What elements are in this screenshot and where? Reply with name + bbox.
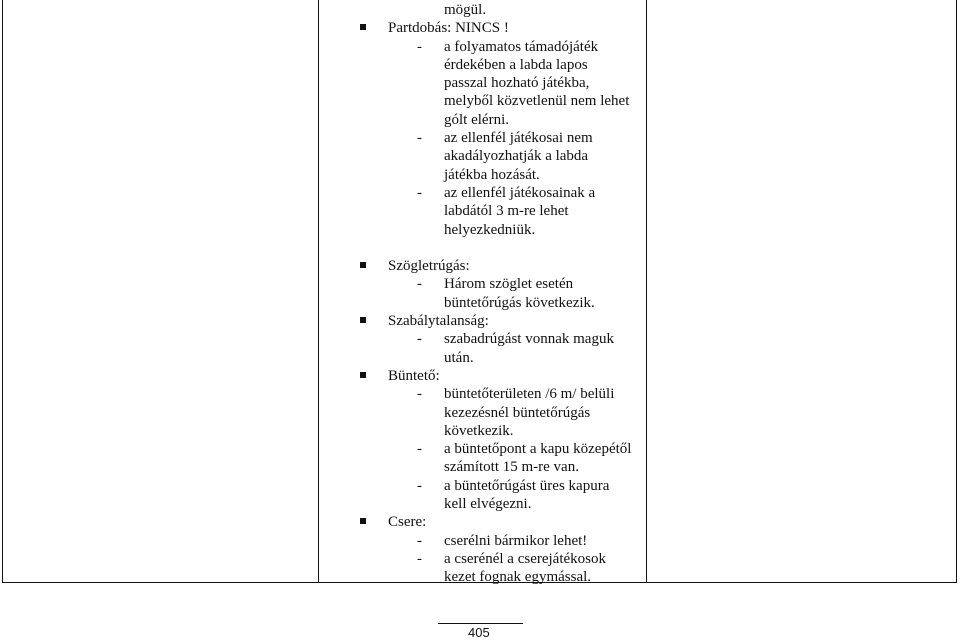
- line-text: érdekében a labda lapos: [444, 56, 588, 73]
- bullet-heading: [360, 19, 645, 37]
- line-text: gólt elérni.: [444, 111, 509, 128]
- dash-item: [360, 129, 645, 147]
- line-text: a büntetőpont a kapu közepétől: [444, 441, 632, 458]
- dash-item: [360, 330, 645, 348]
- text-line: [360, 294, 645, 312]
- text-line: [360, 422, 645, 440]
- dash-marker: -: [417, 441, 422, 458]
- line-text: szabadrúgást vonnak maguk: [444, 331, 614, 348]
- square-bullet-icon: [360, 24, 366, 30]
- line-text: Szabálytalanság:: [388, 313, 489, 330]
- dash-item: [360, 550, 645, 568]
- blank-line: [360, 239, 645, 257]
- page-number: 405: [468, 625, 490, 640]
- line-text: labdától 3 m-re lehet: [444, 203, 569, 220]
- line-text: Szögletrúgás:: [388, 258, 470, 275]
- square-bullet-icon: [360, 518, 366, 524]
- line-text: a cserénél a cserejátékosok: [444, 550, 606, 567]
- dash-marker: -: [417, 532, 422, 549]
- dash-marker: -: [417, 38, 422, 55]
- bullet-heading: [360, 367, 645, 385]
- line-text: a büntetőrúgást üres kapura: [444, 477, 610, 494]
- line-text: passzal hozható játékba,: [444, 75, 590, 92]
- text-line: [360, 74, 645, 92]
- line-text: büntetőrúgás következik.: [444, 294, 595, 311]
- dash-item: [360, 275, 645, 293]
- line-text: játékba hozását.: [444, 166, 540, 183]
- text-line: [360, 568, 645, 586]
- text-line: [360, 495, 645, 513]
- dash-marker: -: [417, 276, 422, 293]
- line-text: Partdobás: NINCS !: [388, 20, 509, 37]
- line-text: cserélni bármikor lehet!: [444, 532, 588, 549]
- line-text: kezet fognak egymással.: [444, 569, 592, 586]
- line-text: melyből közvetlenül nem lehet: [444, 93, 630, 110]
- text-line: [360, 458, 645, 476]
- square-bullet-icon: [360, 262, 366, 268]
- line-text: kell elvégezni.: [444, 496, 532, 513]
- dash-item: [360, 440, 645, 458]
- dash-item: [360, 38, 645, 56]
- footer-rule: [438, 623, 523, 624]
- text-line: [360, 404, 645, 422]
- bullet-heading: [360, 257, 645, 275]
- square-bullet-icon: [360, 317, 366, 323]
- line-text: után.: [444, 349, 474, 366]
- bullet-heading: [360, 513, 645, 531]
- dash-item: [360, 385, 645, 403]
- dash-marker: -: [417, 331, 422, 348]
- line-text: az ellenfél játékosai nem: [444, 130, 593, 147]
- text-line: [360, 147, 645, 165]
- text-line: [360, 92, 645, 110]
- dash-marker: -: [417, 550, 422, 567]
- text-line: [360, 56, 645, 74]
- line-text: Csere:: [388, 514, 427, 531]
- rules-text-column: [360, 1, 645, 587]
- line-text: akadályozhatják a labda: [444, 148, 589, 165]
- line-text: helyezkedniük.: [444, 221, 536, 238]
- dash-item: [360, 532, 645, 550]
- column-divider-left: [318, 0, 319, 582]
- line-text: következik.: [444, 422, 514, 439]
- line-text: Három szöglet esetén: [444, 276, 574, 293]
- text-line: [360, 202, 645, 220]
- text-line: [360, 221, 645, 239]
- line-text: számított 15 m-re van.: [444, 459, 579, 476]
- dash-marker: -: [417, 477, 422, 494]
- dash-marker: -: [417, 184, 422, 201]
- line-text: mögül.: [444, 2, 487, 18]
- text-line: [360, 1, 645, 19]
- bullet-heading: [360, 312, 645, 330]
- dash-marker: -: [417, 386, 422, 403]
- text-line: [360, 349, 645, 367]
- line-text: Büntető:: [388, 367, 440, 384]
- dash-marker: -: [417, 130, 422, 147]
- column-divider-right: [646, 0, 647, 582]
- square-bullet-icon: [360, 372, 366, 378]
- line-text: az ellenfél játékosainak a: [444, 184, 596, 201]
- dash-item: [360, 477, 645, 495]
- line-text: a folyamatos támadójáték: [444, 38, 599, 55]
- text-line: [360, 111, 645, 129]
- text-line: [360, 166, 645, 184]
- dash-item: [360, 184, 645, 202]
- line-text: kezezésnél büntetőrúgás: [444, 404, 591, 421]
- line-text: büntetőterületen /6 m/ belüli: [444, 386, 615, 403]
